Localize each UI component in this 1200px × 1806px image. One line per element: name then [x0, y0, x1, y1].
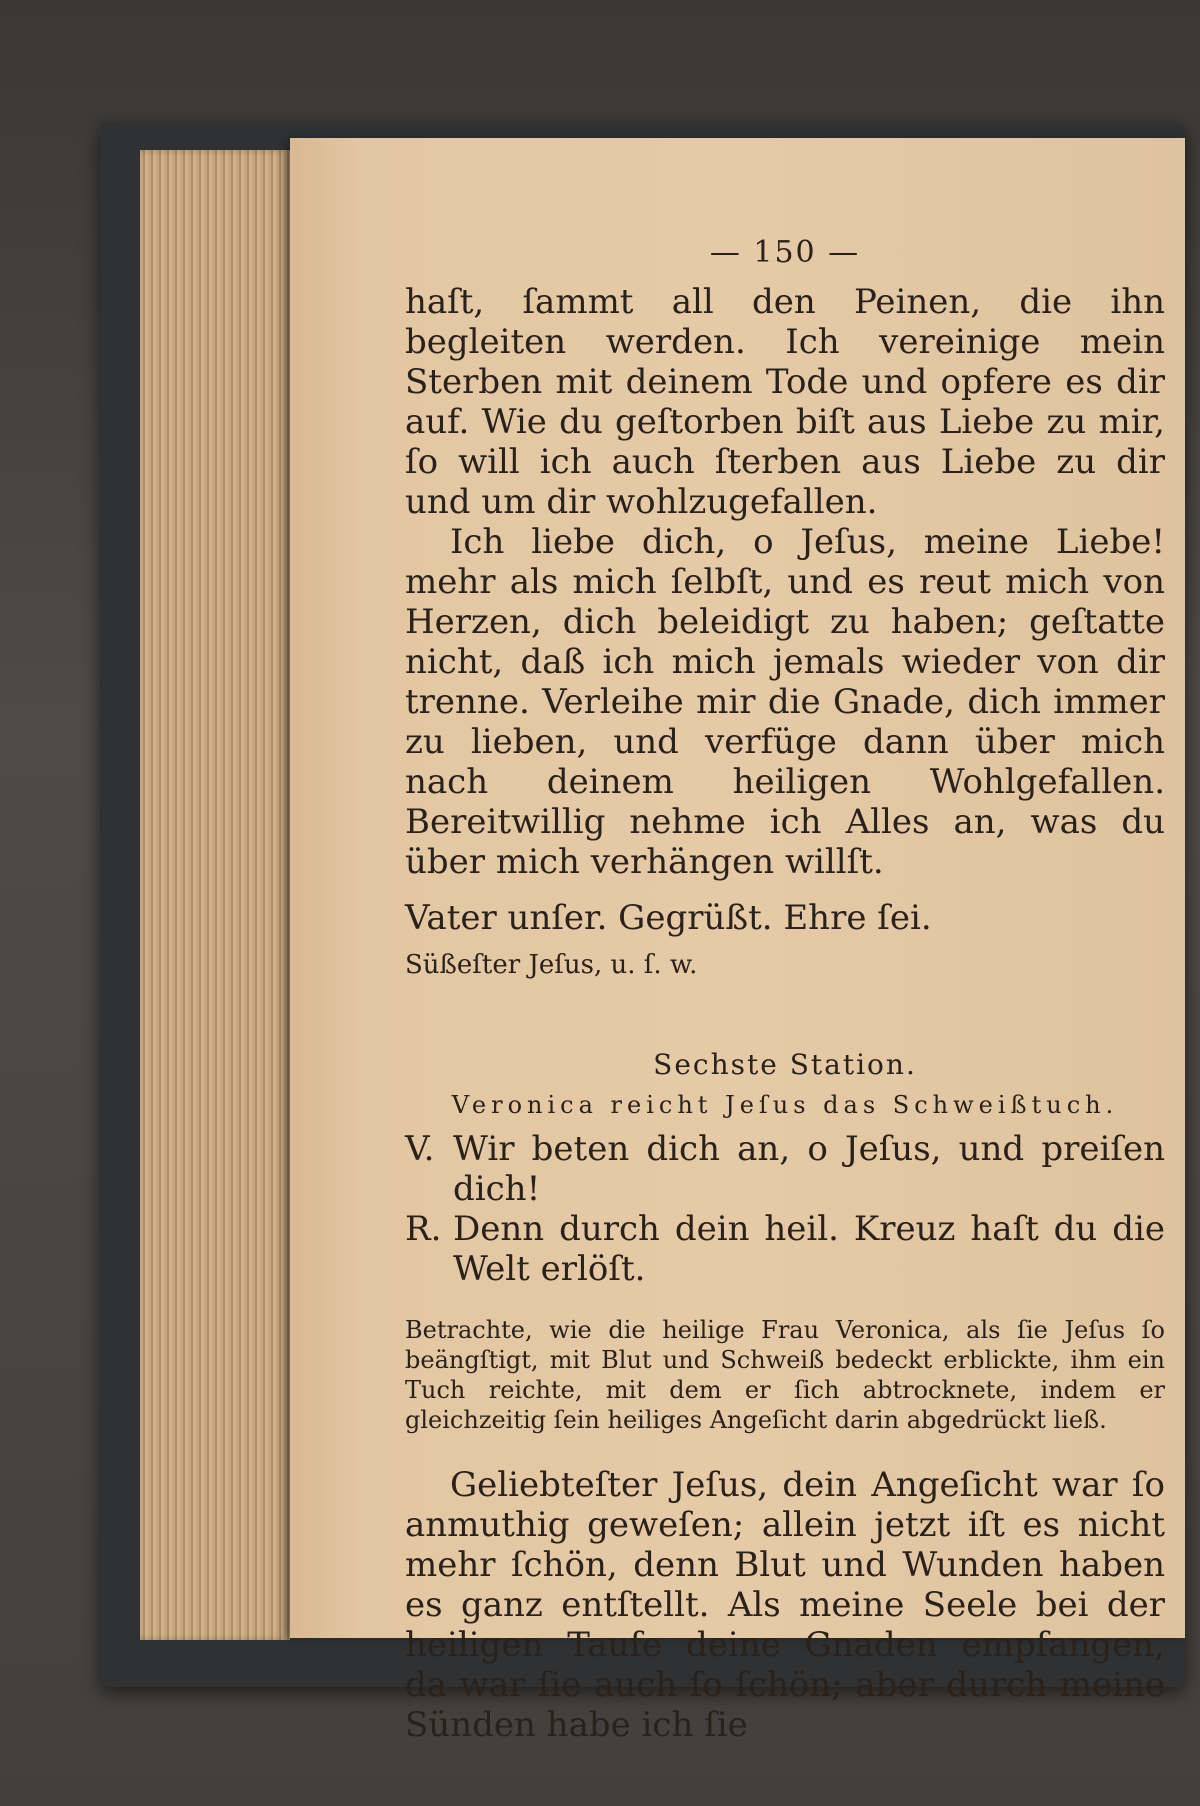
response-text: Denn durch dein heil. Kreuz haſt du die Welt erlöſt. [453, 1209, 1165, 1289]
response-mark: R. [405, 1209, 442, 1249]
response [405, 1209, 1165, 1289]
station-title: Sechste Station. [653, 1048, 917, 1081]
paragraph-1: haſt, ſammt all den Peinen, die ihn begleiten werden. Ich vereinige mein Sterben mit deinem Tode und opfere es dir auf. Wie du geſtorben biſt aus Liebe zu mir, ſo will ich auch ſterben aus Liebe zu dir und um dir wohlzugefallen. [405, 282, 1165, 522]
page-edges [140, 150, 290, 1640]
refrain-line: Süßeſter Jeſus, u. ſ. w. [405, 950, 698, 980]
meditation-text: Betrachte, wie die heilige Frau Veronica, als ſie Jeſus ſo beängſtigt, mit Blut und Schweiß bedeckt erblickte, ihm ein Tuch reichte, mit dem er ſich abtrocknete, indem er gleichzeitig ſein heiliges Angeſicht darin abgedrückt ließ. [405, 1316, 1165, 1434]
page-text [405, 235, 1165, 1745]
prayer-line: Vater unſer. Gegrüßt. Ehre ſei. [405, 898, 932, 938]
paragraph-2: Ich liebe dich, o Jeſus, meine Liebe! mehr als mich ſelbſt, und es reut mich von Herzen, dich beleidigt zu haben; geſtatte nicht, daß ich mich jemals wieder von dir trenne. Verleihe mir die Gnade, dich immer zu lieben, und verfüge dann über mich nach deinem heiligen Wohlgefallen. Bereitwillig nehme ich Alles an, was du über mich verhängen willſt. [405, 522, 1165, 882]
station-subtitle: Veronica reicht Jeſus das Schweißtuch. [451, 1091, 1119, 1119]
paragraph-3: Geliebteſter Jeſus, dein Angeſicht war ſo anmuthig geweſen; allein jetzt iſt es nicht mehr ſchön, denn Blut und Wunden haben es ganz entſtellt. Als meine Seele bei der heiligen Taufe deine Gnaden empfangen, da war ſie auch ſo ſchön; aber durch meine Sünden habe ich ſie [405, 1465, 1165, 1745]
versicle-text: Wir beten dich an, o Jeſus, und preiſen dich! [453, 1129, 1165, 1209]
versicle [405, 1129, 1165, 1209]
versicle-mark: V. [405, 1129, 435, 1169]
page-number: — 150 — [709, 235, 861, 270]
